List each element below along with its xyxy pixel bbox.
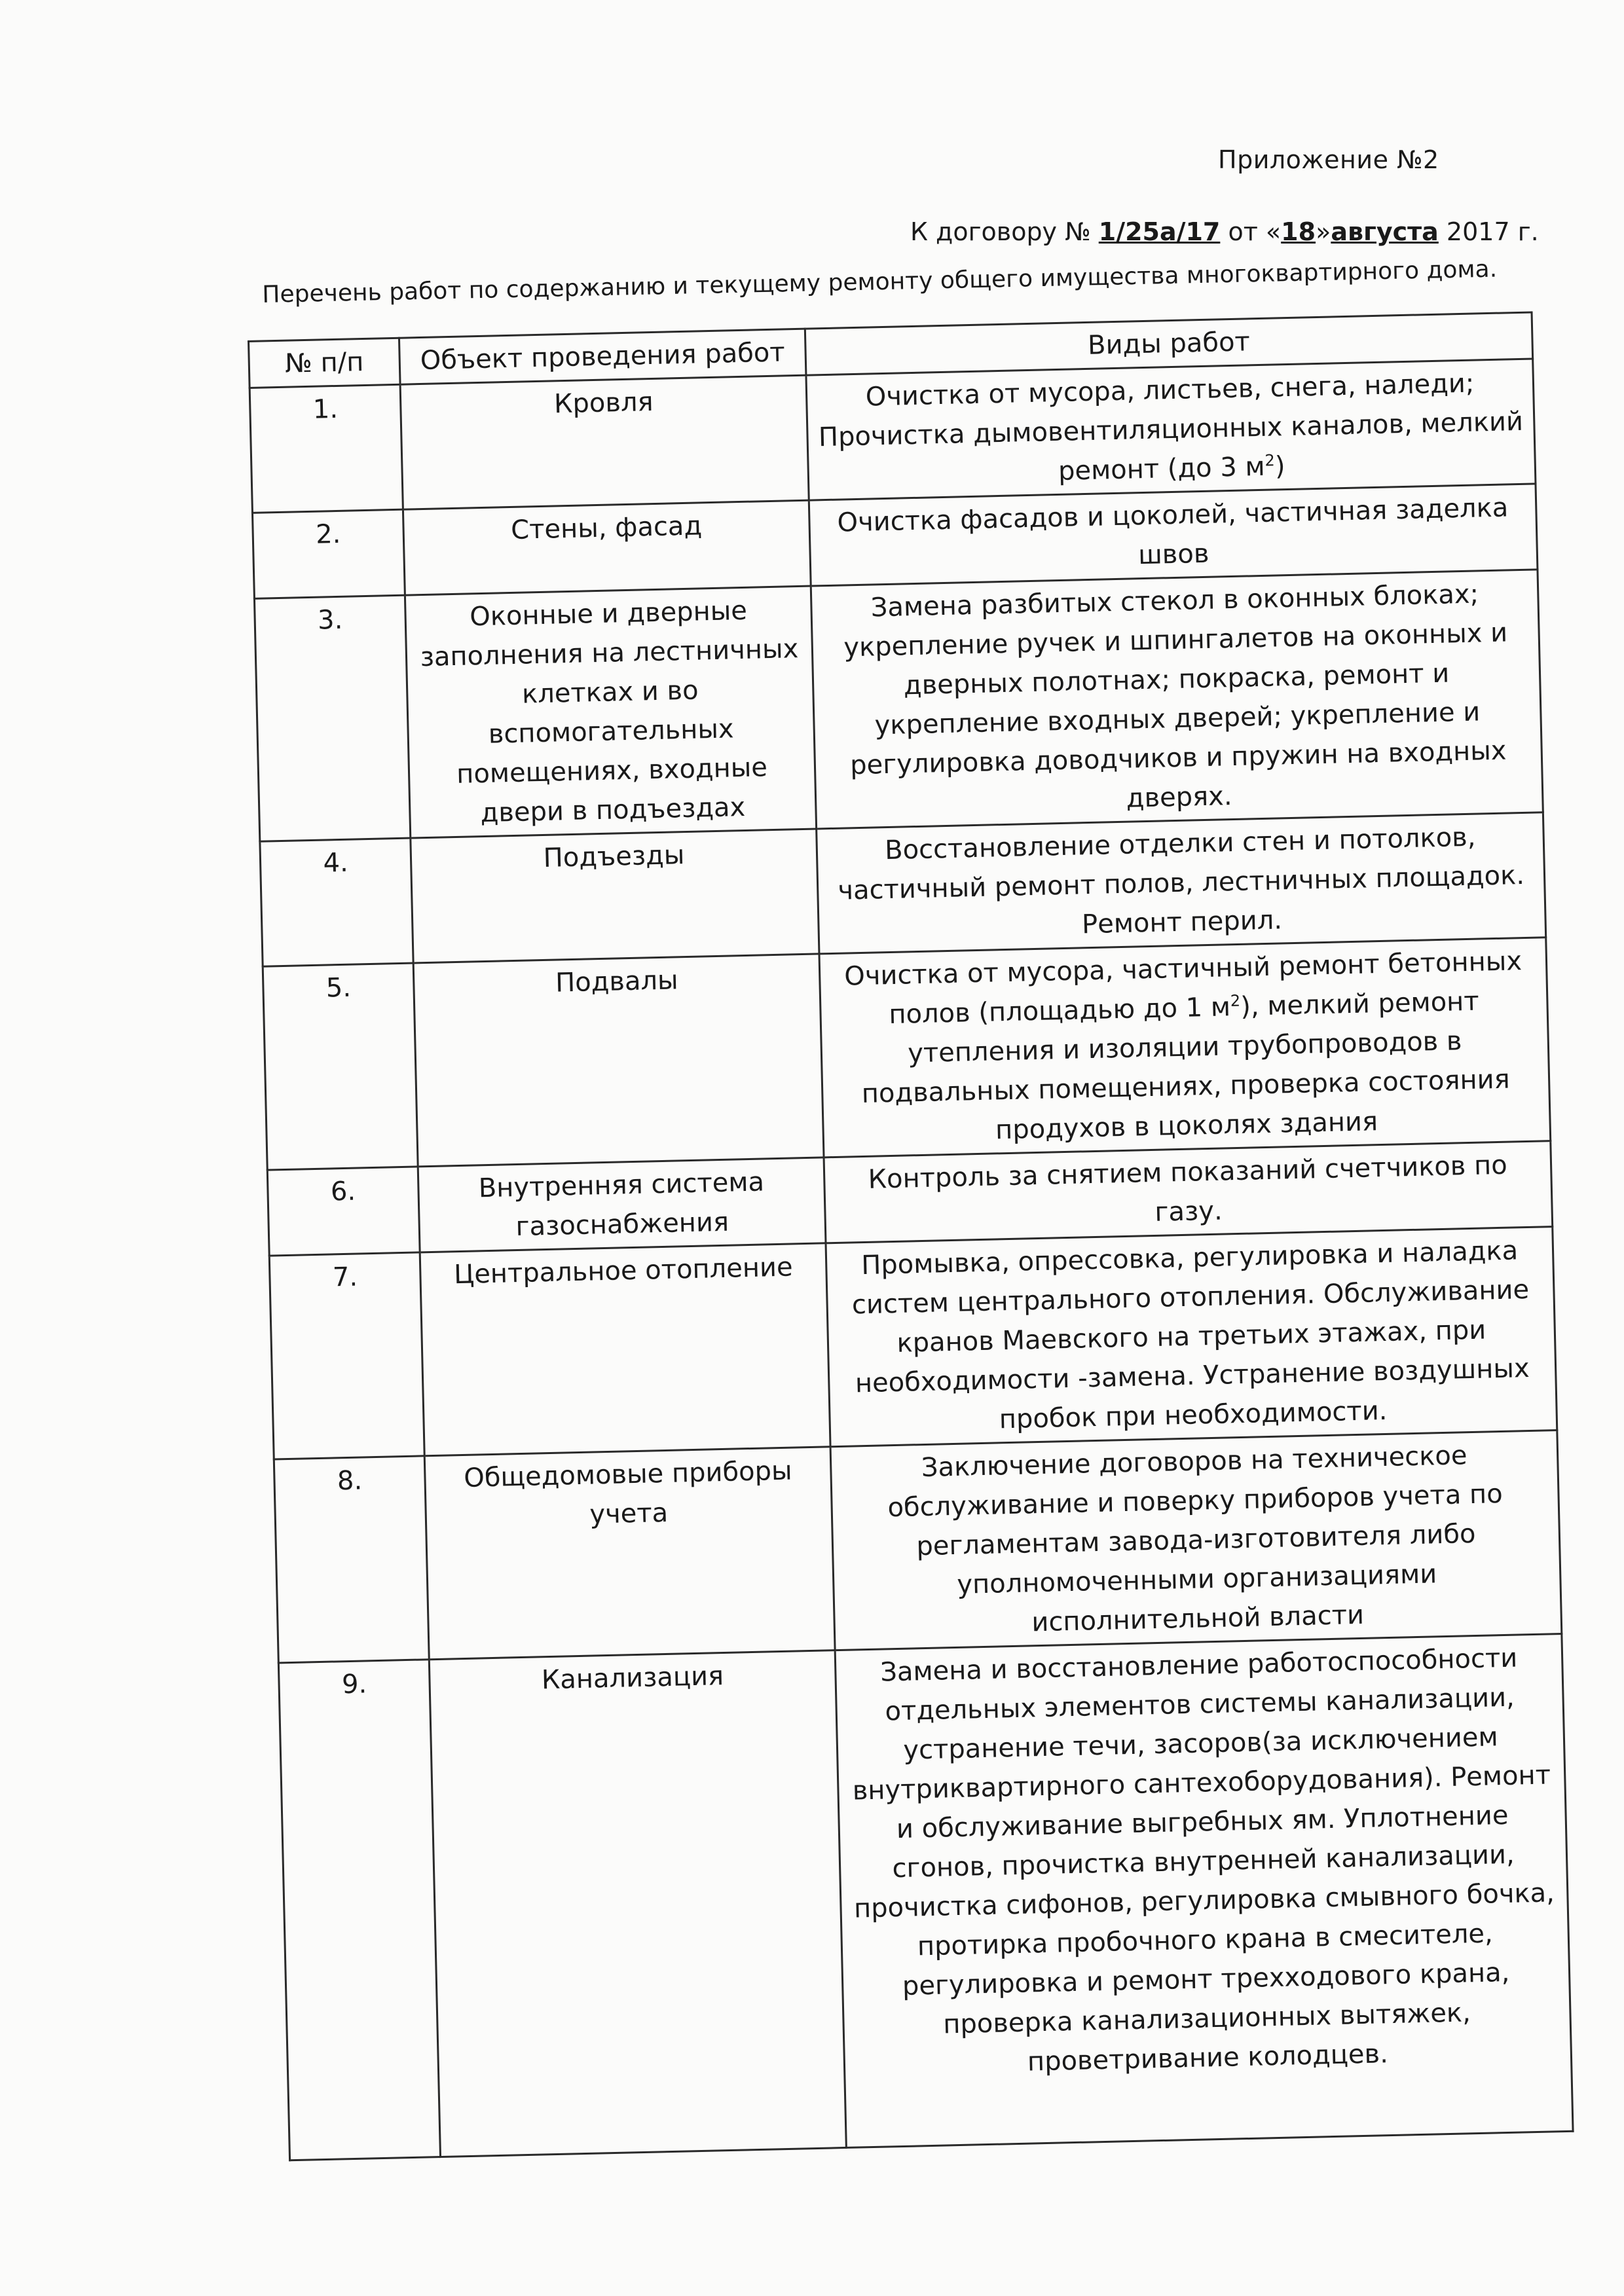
row-works-tail: ), мелкий ремонт утепления и изоляции трубопроводов в подвальных помещениях, проверка состояния продухов в цоколях здания xyxy=(861,986,1511,1146)
row-num: 6. xyxy=(267,1167,420,1256)
row-works: Замена разбитых стекол в оконных блоках; укрепление ручек и шпингалетов на оконных и дверных полотнах; покраска, ремонт и укрепление входных дверей; укрепление и регулировка доводчиков и пружин на входных дверях. xyxy=(811,570,1543,829)
contract-reference xyxy=(910,217,1539,246)
contract-from: от « xyxy=(1228,217,1282,246)
row-num: 8. xyxy=(274,1456,429,1663)
header-num: № п/п xyxy=(249,338,401,388)
row-object: Подвалы xyxy=(413,954,824,1167)
row-works-text: Очистка от мусора, листьев, снега, наледи; Прочистка дымовентиляционных каналов, мелкий ремонт (до 3 м xyxy=(818,368,1524,486)
row-works xyxy=(819,938,1551,1157)
row-works: Очистка фасадов и цоколей, частичная заделка швов xyxy=(809,484,1538,586)
row-works: Замена и восстановление работоспособности отдельных элементов системы канализации, устранение течи, засоров(за исключением внутриквартирного сантехоборудования). Ремонт и обслуживание выгребных ям. Уплотнение сгонов, прочистка внутренней канализации, прочистка сифонов, регулировка смывного бочка, протирка пробочного крана в смесителе, регулировка и ремонт трехходового крана, проверка канализационных вытяжек, проветривание колодцев. xyxy=(835,1633,1573,2147)
row-works: Контроль за снятием показаний счетчиков по газу. xyxy=(824,1141,1553,1243)
table-row xyxy=(254,570,1543,841)
header-works: Виды работ xyxy=(805,312,1532,375)
contract-day: 18 xyxy=(1281,217,1316,246)
row-works: Промывка, опрессовка, регулировка и наладка систем центрального отопления. Обслуживание кранов Маевского на третьих этажах, при необходимости -замена. Устранение воздушных пробок при необходимости. xyxy=(826,1227,1557,1447)
row-works xyxy=(806,359,1536,500)
row-object: Внутренняя система газоснабжения xyxy=(418,1157,826,1252)
table-row xyxy=(269,1227,1557,1459)
contract-month-sep: » xyxy=(1316,217,1331,246)
row-works: Заключение договоров на техническое обслуживание и поверку приборов учета по регламентам завода-изготовителя либо уполномоченными организациями исполнительной власти xyxy=(830,1430,1562,1650)
row-object: Подъезды xyxy=(411,829,819,963)
row-num: 7. xyxy=(269,1252,424,1459)
works-table-wrapper xyxy=(248,312,1572,2162)
row-num: 3. xyxy=(254,595,410,841)
contract-year: 2017 г. xyxy=(1446,217,1539,246)
row-object: Оконные и дверные заполнения на лестничных клетках и во вспомогательных помещениях, входные двери в подъездах xyxy=(405,586,816,838)
table-row xyxy=(263,938,1551,1170)
row-works-sup: 2 xyxy=(1230,991,1241,1010)
row-works: Восстановление отделки стен и потолков, частичный ремонт полов, лестничных площадок. Ремонт перил. xyxy=(817,812,1546,954)
row-num: 9. xyxy=(278,1660,440,2160)
contract-number: 1/25а/17 xyxy=(1098,217,1221,246)
table-row xyxy=(278,1633,1573,2160)
row-num: 4. xyxy=(260,838,413,966)
row-num: 5. xyxy=(263,963,418,1170)
row-object: Канализация xyxy=(429,1650,846,2157)
row-object: Стены, фасад xyxy=(403,500,811,595)
contract-prefix: К договору № xyxy=(910,217,1091,246)
row-object: Центральное отопление xyxy=(420,1243,830,1456)
row-object: Кровля xyxy=(400,375,809,509)
table-row xyxy=(274,1430,1562,1663)
row-num: 2. xyxy=(252,509,405,598)
header-object: Объект проведения работ xyxy=(399,329,805,384)
row-works-text: Очистка от мусора, частичный ремонт бетонных полов (площадью до 1 м xyxy=(843,946,1522,1030)
row-num: 1. xyxy=(249,384,403,513)
works-table xyxy=(248,311,1574,2161)
row-works-tail: ) xyxy=(1274,451,1286,482)
contract-month: августа xyxy=(1331,217,1439,246)
row-works-sup: 2 xyxy=(1264,451,1276,470)
document-title: Перечень работ по содержанию и текущему ремонту общего имущества многоквартирного дома. xyxy=(262,255,1498,308)
appendix-label: Приложение №2 xyxy=(1218,145,1439,174)
row-object: Общедомовые приборы учета xyxy=(424,1447,835,1660)
